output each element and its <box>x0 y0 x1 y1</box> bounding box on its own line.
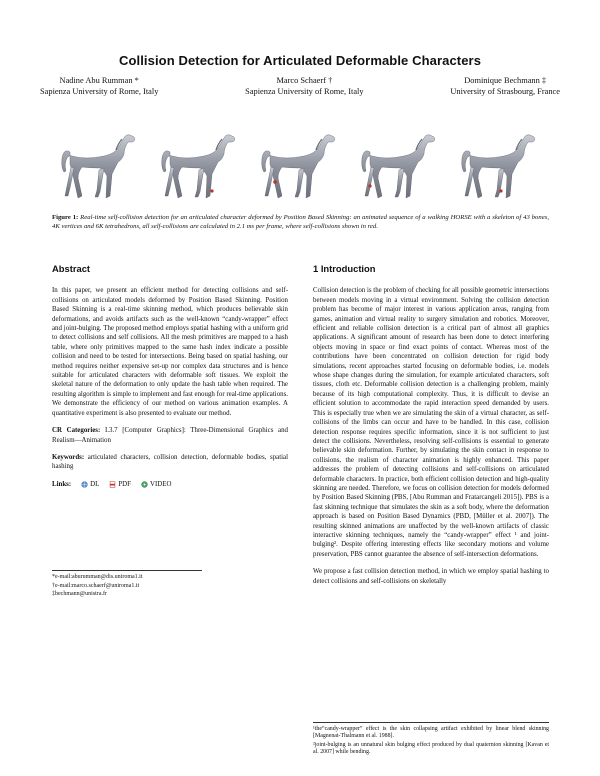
self-collision-marker <box>368 184 371 187</box>
introduction-paragraph-2: We propose a fast collision detection method, in which we employ spatial hashing to detect collisions and self-collisions on skeletally <box>313 568 549 585</box>
horse-frame-5 <box>462 135 535 198</box>
author-name: Nadine Abu Rumman * <box>59 76 139 85</box>
figure-caption <box>52 213 549 231</box>
right-column <box>313 264 549 594</box>
page-footnotes <box>313 722 549 758</box>
author-affiliation: University of Strasbourg, France <box>450 87 560 96</box>
horse-frame-3 <box>262 135 335 198</box>
author-footnote: *e-mail:aburumman@dis.uniroma1.it <box>52 574 143 580</box>
link-video-label: VIDEO <box>150 480 172 488</box>
links-row <box>52 480 288 489</box>
self-collision-marker <box>273 180 277 184</box>
caption-label: Figure 1: <box>52 214 79 221</box>
link-dl-label: DL <box>90 480 100 488</box>
author-2 <box>245 75 363 97</box>
link-video[interactable] <box>141 480 171 489</box>
self-collision-marker <box>210 189 213 192</box>
introduction-heading: 1 Introduction <box>313 263 376 274</box>
abstract-heading: Abstract <box>52 263 91 274</box>
keywords <box>52 453 288 472</box>
abstract-body: In this paper, we present an efficient method for detecting collisions and self-collisions on articulated models deformed by Position Based Skinning. Position Based Skinning is a real-time skinning method, which produces believable skin deformations, and avoids artifacts such as the well-known “candy-wrapper” effect and joint-bulging. The proposed method employs spatial hashing with a uniform grid to detect collisions and self collisions. All the mesh primitives are mapped to a hash table, where only primitives mapped to the same hash index indicate a possible collision and need to be tested for intersections. Being based on spatial hashing, our method requires neither expensive set-up nor complex data structures and is hence suitable for articulated characters with deformable soft tissues. We exploit the skeletal nature of the deformation to only update the hash table when required. The resulting algorithm is simple to implement and fast enough for real-time applications. We demonstrate the efficiency of our method on various animation examples. A quantitative experiment is also presented to evaluate our method. <box>52 287 288 417</box>
left-column <box>52 264 288 489</box>
page-footnote: ¹the“candy-wrapper” effect is the skin collapsing artifact exhibited by linear blend skinning [Magnenat-Thalmann et al. 1988]. <box>313 726 549 740</box>
globe-icon <box>81 481 88 488</box>
link-pdf-label: PDF <box>118 480 131 488</box>
author-name: Marco Schaerf † <box>276 76 333 85</box>
teaser-figure-walking-horses <box>52 120 552 210</box>
author-1 <box>40 75 158 97</box>
links-label: Links: <box>52 480 72 488</box>
pdf-icon <box>109 481 116 488</box>
video-icon <box>141 481 148 488</box>
link-pdf[interactable] <box>109 480 131 489</box>
page-footnote: ²joint-bulging is an unnatural skin bulging effect produced by dual quaternion skinning [Kavan et al. 2007] while bending. <box>313 741 549 756</box>
self-collision-marker <box>499 189 502 192</box>
cr-categories-label: CR Categories: <box>52 427 101 435</box>
author-footnote: ‡bechmann@unistra.fr <box>52 591 108 598</box>
cr-categories <box>52 426 288 445</box>
horse-frame-2 <box>162 135 235 198</box>
introduction-paragraph-1: Collision detection is the problem of checking for all possible geometric intersections between models moving in a virtual environment. Solving the collision detection problem has become of major interest in various application areas, ranging from games, animation and virtual reality to surgery simulation and robotics. Moreover, efficient and reliable collision detection is a critical part of almost all graphics applications. A significant amount of research has been done to detect interfering objects moving in space or find exact points of contact. Whereas most of the contributions have been concentrated on collision detection for rigid body simulations, recent approaches started focusing on deformable bodies, i.e. models whose shape changes during the simulation, for example articulated characters, soft tissues, cloth etc. Deformable collision detection is a challenging problem, mainly because of its high computational complexity. Thus, it is difficult to devise an efficient solution to accommodate the rapid interaction speed demanded by users. This is especially true when we are simulating the skin of a virtual character, as self-collisions of the limbs can occur and have to be handled. In this case, collision detection response requires specific information, since it is not sufficient to just detect the collisions. Nevertheless, resolving self-collisions is essential to generate believable skin deformation. Further, by simulating the skin contact in response to collisions, the realism of character animation is highly enhanced. This paper addresses the problem of detecting collisions and self-collisions on articulated deformable characters. In practice, both efficient collision detection and high-quality skinning are needed. Therefore, we focus on collision detection for models deformed by Position Based Skinning (PBS, [Abu Rumman and Fratarcangeli 2015]). PBS is a fast skinning technique that simulates the skin as a soft body, where the deformation approach is based on Position Based Dynamics (PBD, [Müller et al. 2007]). The resulting skinned animations are unaffected by the well-known artifacts of classic interactive skinning techniques, namely the “candy-wrapper” effect ¹ and joint-bulging². Despite offering interesting effects like secondary motions and volume preservation, PBS cannot guarantee the absence of self-intersection deformations. <box>313 287 549 558</box>
author-footnotes <box>52 570 202 600</box>
keywords-text: articulated characters, collision detection, deformable bodies, spatial hashing <box>52 453 288 471</box>
author-name: Dominique Bechmann ‡ <box>464 76 547 85</box>
author-affiliation: Sapienza University of Rome, Italy <box>40 87 159 96</box>
paper-title: Collision Detection for Articulated Deformable Characters <box>118 53 482 68</box>
cr-categories-text: I.3.7 [Computer Graphics]: Three-Dimensional Graphics and Realism—Animation <box>52 427 288 444</box>
keywords-label: Keywords: <box>52 453 85 461</box>
horse-frame-4 <box>362 135 435 198</box>
author-affiliation: Sapienza University of Rome, Italy <box>245 87 364 96</box>
caption-text: Real-time self-collision detection for an articulated character deformed by Position Based Skinning: an animated sequence of a walking HORSE with a skeleton of 43 bones, 4K vertices and 6K tetrahedrons, all self-collisions are calculated in 2.1 ms per frame, where self-collisions shown in red. <box>52 214 549 230</box>
link-dl[interactable] <box>81 480 99 489</box>
author-3 <box>450 75 560 97</box>
horse-frame-1 <box>62 135 135 198</box>
author-block <box>40 75 560 97</box>
author-footnote: †e-mail:marco.schaerf@uniroma1.it <box>52 582 140 589</box>
